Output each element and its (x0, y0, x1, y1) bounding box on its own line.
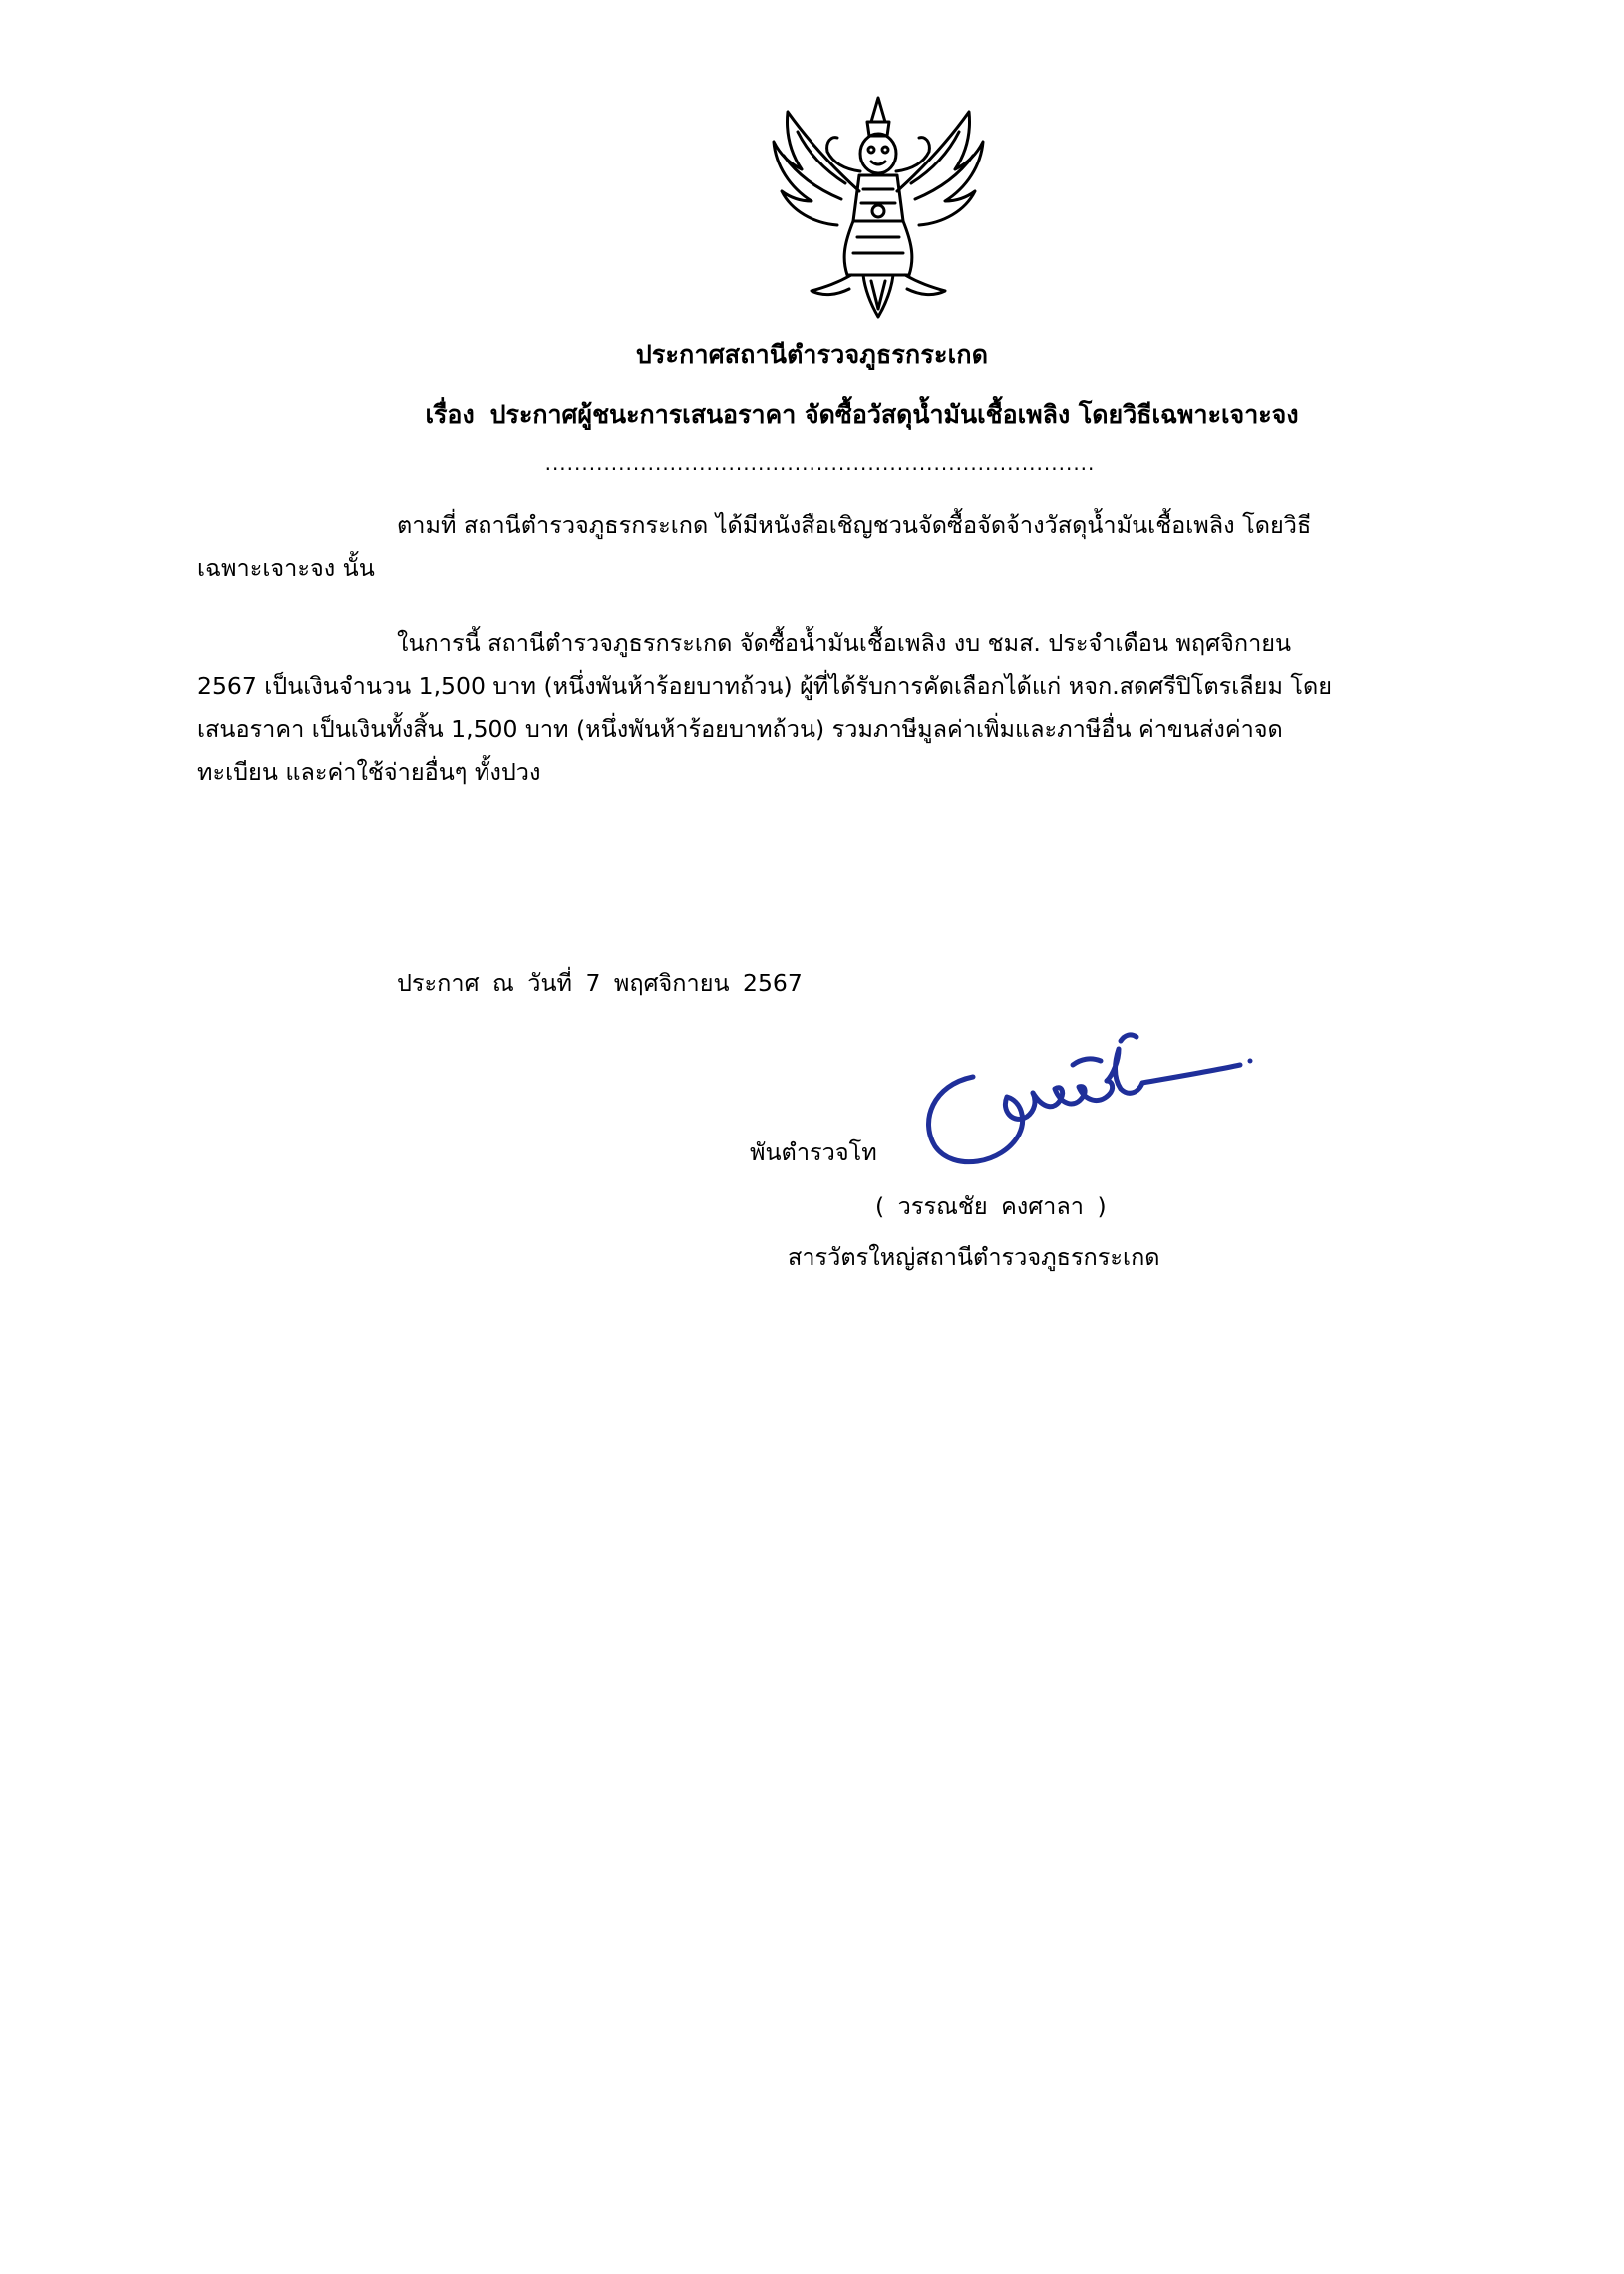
subject-label: เรื่อง (425, 400, 475, 429)
document-title: ประกาศสถานีตำรวจภูธรกระเกด (635, 340, 989, 369)
document-subject (50, 395, 1624, 435)
signer-name: ( วรรณชัย คงศาลา ) (875, 1192, 1107, 1220)
paragraph-line: ทะเบียน และค่าใช้จ่ายอื่นๆ ทั้งปวง (197, 758, 541, 786)
announcement-date: ประกาศ ณ วันที่ 7 พฤศจิกายน 2567 (397, 969, 803, 997)
paragraph-line: ในการนี้ สถานีตำรวจภูธรกระเกด จัดซื้อน้ำมันเชื้อเพลิง งบ ชมส. ประจำเดือน พฤศจิกายน (397, 629, 1292, 657)
signer-position: สารวัตรใหญ่สถานีตำรวจภูธรกระเกด (788, 1243, 1160, 1271)
subject-text: ประกาศผู้ชนะการเสนอราคา จัดซื้อวัสดุน้ำมันเชื้อเพลิง โดยวิธีเฉพาะเจาะจง (489, 400, 1299, 429)
garuda-emblem-icon (768, 92, 989, 323)
paragraph-line: ตามที่ สถานีตำรวจภูธรกระเกด ได้มีหนังสือเชิญชวนจัดซื้อจัดจ้างวัสดุน้ำมันเชื้อเพลิง โดยวิธี (397, 511, 1312, 539)
handwritten-signature-icon (915, 1001, 1254, 1180)
paragraph-line: 2567 เป็นเงินจำนวน 1,500 บาท (หนึ่งพันห้าร้อยบาทถ้วน) ผู้ที่ได้รับการคัดเลือกได้แก่ หจก.สดศรีปิโตรเลียม โดย (197, 672, 1333, 700)
paragraph-line: เฉพาะเจาะจง นั้น (197, 554, 375, 582)
paragraph-award (197, 622, 1493, 794)
paragraph-line: เสนอราคา เป็นเงินทั้งสิ้น 1,500 บาท (หนึ่งพันห้าร้อยบาทถ้วน) รวมภาษีมูลค่าเพิ่มและภาษีอื่น ค่าขนส่งค่าจด (197, 715, 1283, 743)
paragraph-invitation (197, 504, 1493, 590)
separator-dots: ........................................................................... (544, 451, 1096, 475)
signer-rank: พันตำรวจโท (750, 1138, 877, 1166)
